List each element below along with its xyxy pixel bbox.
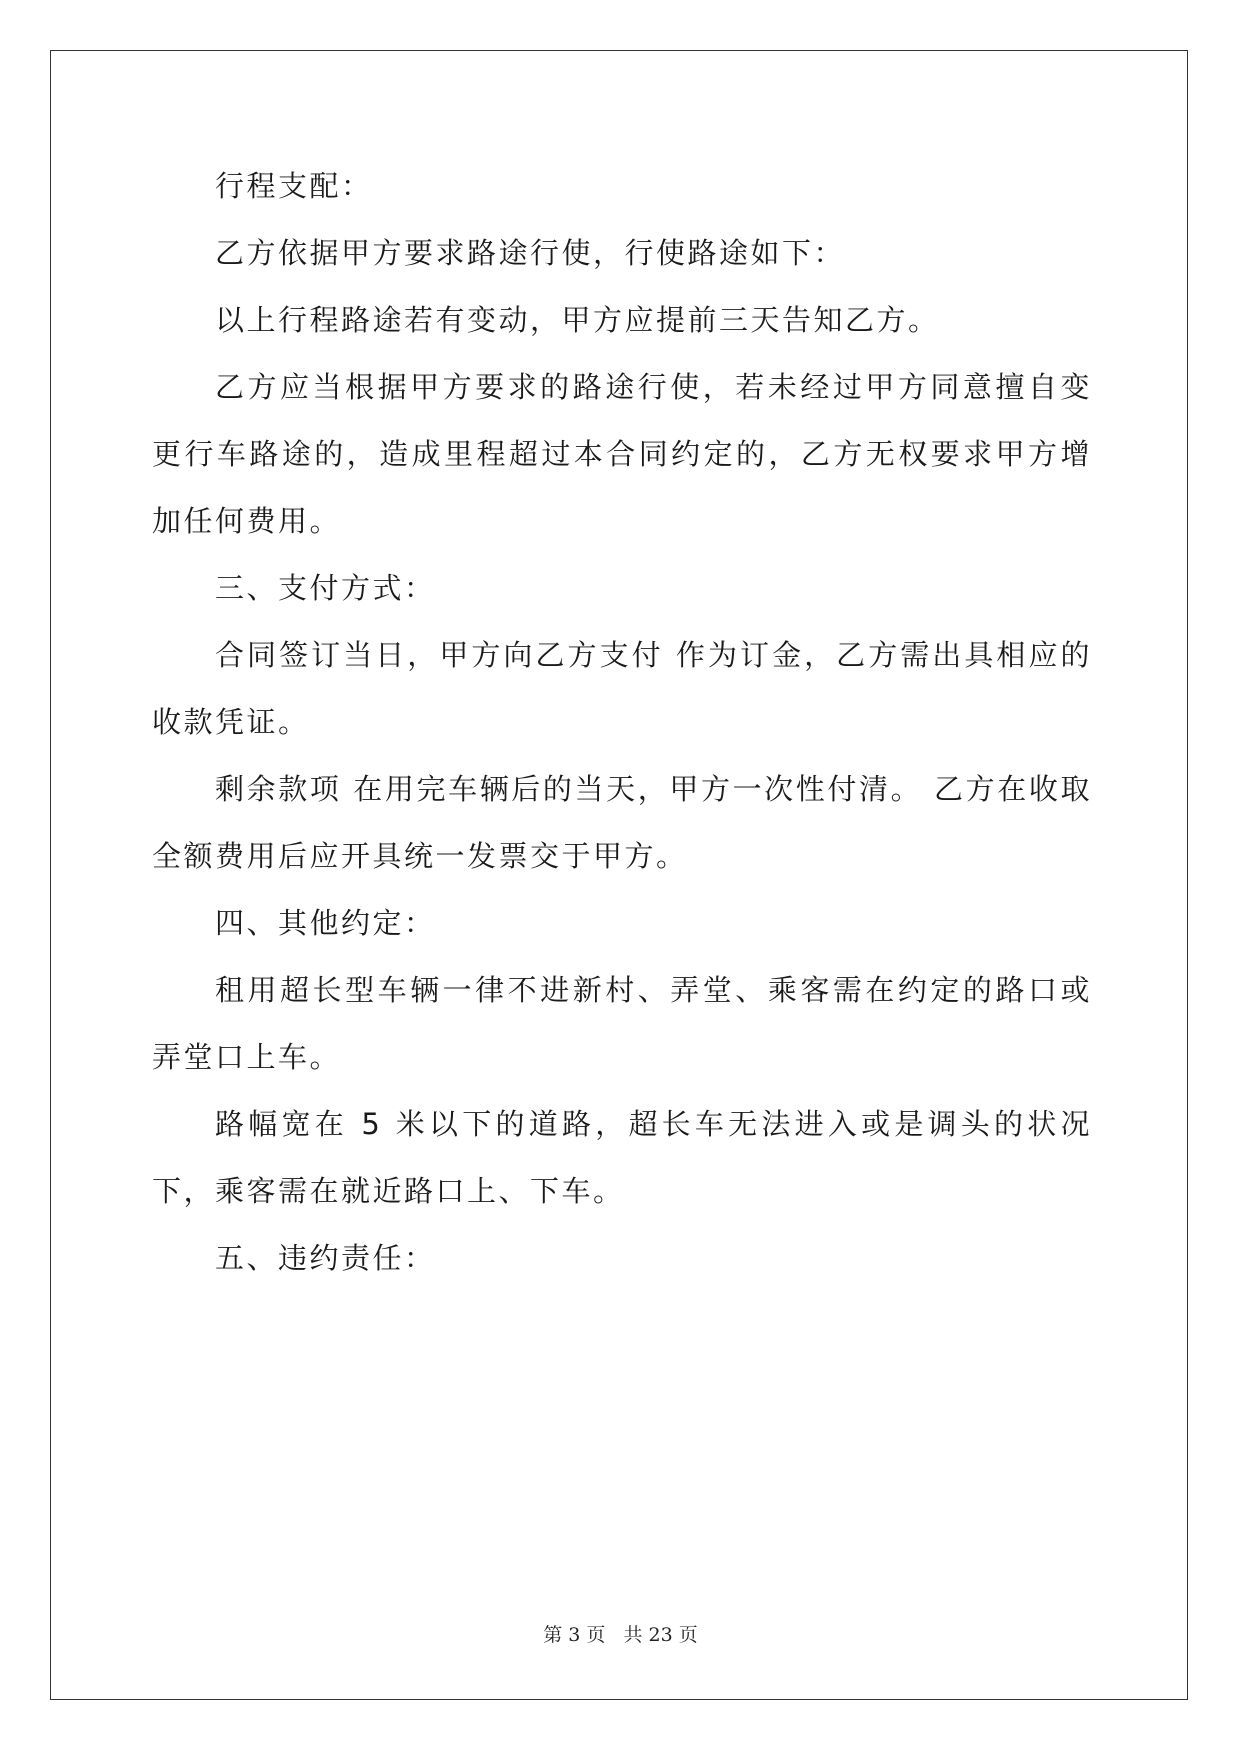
paragraph-long-vehicle: 租用超长型车辆一律不进新村、弄堂、乘客需在约定的路口或弄堂口上车。 xyxy=(152,973,1092,1074)
paragraph-itinerary-heading: 行程支配： xyxy=(215,169,373,203)
paragraph-balance: 剩余款项 在用完车辆后的当天，甲方一次性付清。 乙方在收取全额费用后应开具统一发票交于甲方。 xyxy=(152,772,1092,873)
section-heading-payment: 三、支付方式： xyxy=(215,571,436,605)
paragraph-route-change: 以上行程路途若有变动，甲方应提前三天告知乙方。 xyxy=(215,303,940,337)
paragraph-deposit: 合同签订当日，甲方向乙方支付 作为订金，乙方需出具相应的收款凭证。 xyxy=(152,638,1092,739)
paragraph-narrow-road: 路幅宽在 5 米以下的道路，超长车无法进入或是调头的状况下，乘客需在就近路口上、下车。 xyxy=(152,1107,1092,1208)
paragraph-route: 乙方依据甲方要求路途行使，行使路途如下： xyxy=(215,236,846,270)
page-number-footer: 第 3 页 共 23 页 xyxy=(543,1624,698,1646)
section-heading-other: 四、其他约定： xyxy=(215,906,436,940)
document-body xyxy=(152,153,1092,1292)
section-heading-breach: 五、违约责任： xyxy=(215,1241,436,1275)
paragraph-route-deviation: 乙方应当根据甲方要求的路途行使，若未经过甲方同意擅自变更行车路途的，造成里程超过本合同约定的，乙方无权要求甲方增加任何费用。 xyxy=(152,370,1092,538)
